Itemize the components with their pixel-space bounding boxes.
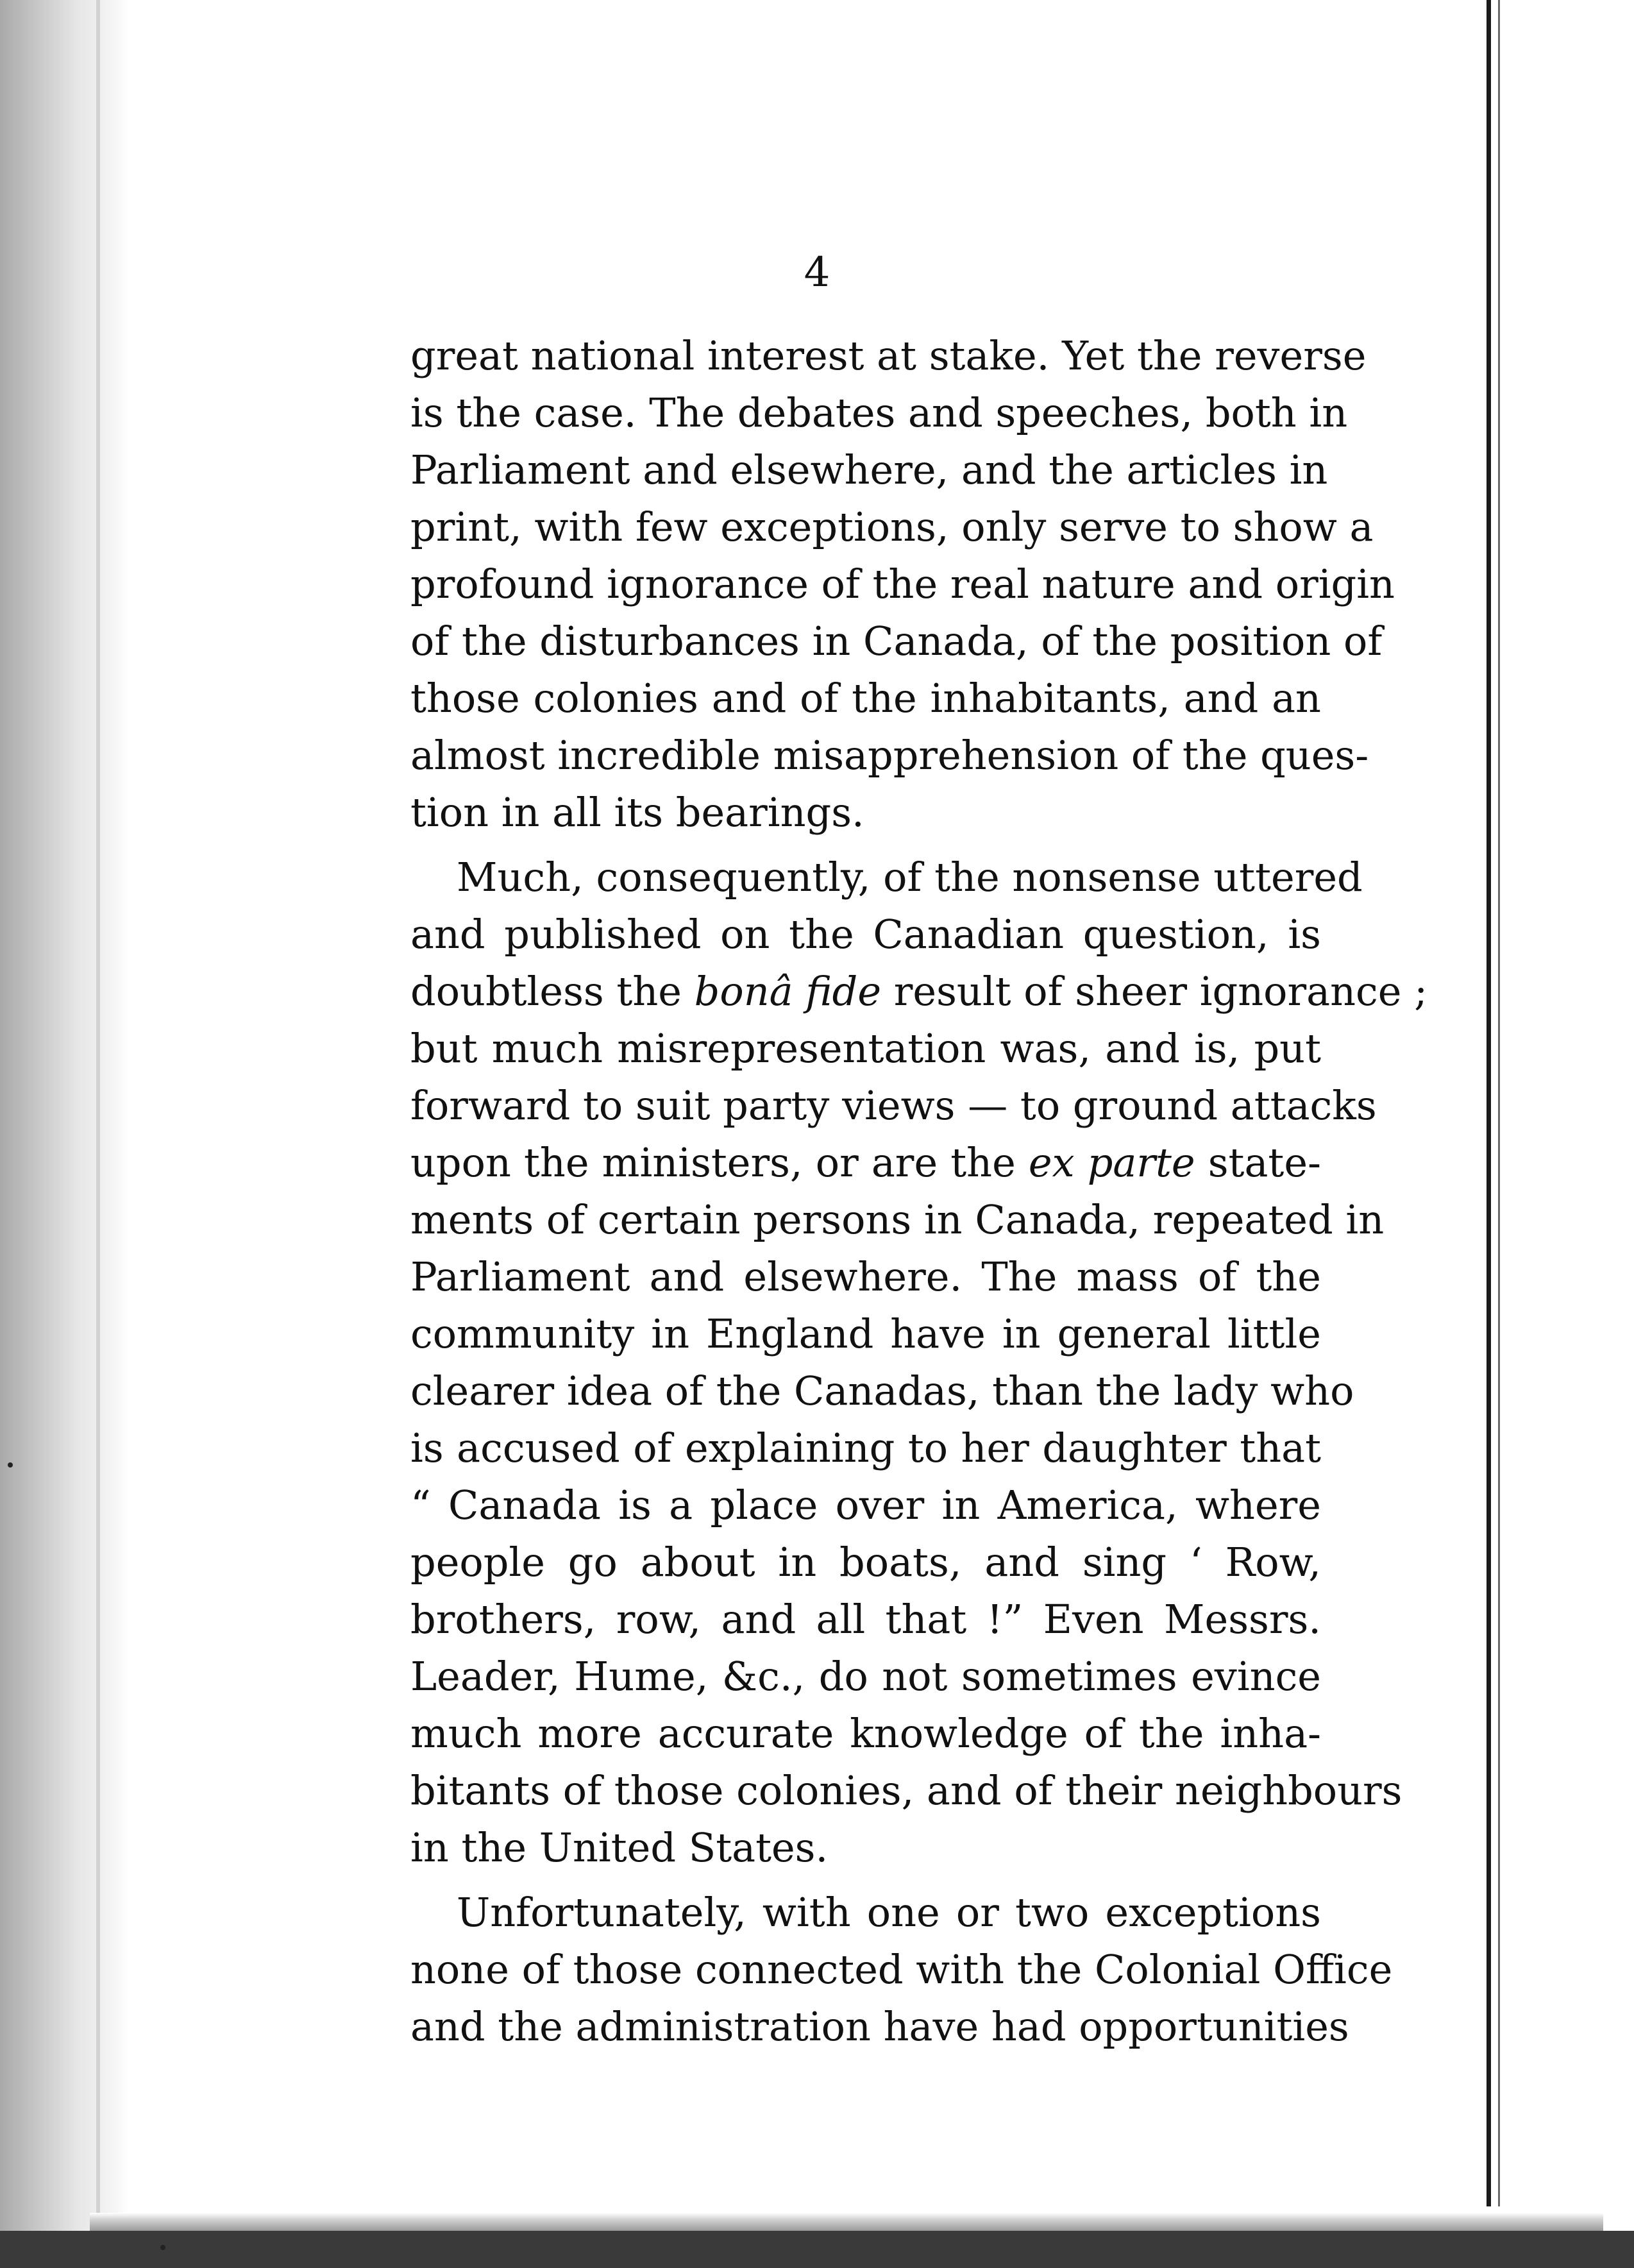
text-run: tion in all its bearings. — [410, 789, 864, 836]
text-line — [410, 906, 1321, 963]
text-run: Parliament and elsewhere. The mass of the — [410, 1253, 1321, 1300]
text-run: doubtless the — [410, 968, 695, 1015]
text-line — [410, 1419, 1321, 1477]
text-run: Parliament and elsewhere, and the articles in — [410, 446, 1328, 493]
paragraph — [410, 327, 1395, 841]
right-edge-rule — [1487, 0, 1491, 2206]
text-run: forward to suit party views — to ground attacks — [410, 1082, 1377, 1129]
paragraph — [410, 849, 1428, 1876]
text-run: clearer idea of the Canadas, than the lady who — [410, 1367, 1354, 1414]
text-run: Unfortunately, with one or two exceptions — [457, 1889, 1321, 1936]
text-run: and published on the Canadian question, is — [410, 911, 1321, 958]
text-run: great national interest at stake. Yet the reverse — [410, 332, 1367, 379]
gutter-line — [96, 0, 100, 2268]
italic-phrase: ex parte — [1028, 1139, 1195, 1186]
text-line — [410, 441, 1328, 498]
text-run: those colonies and of the inhabitants, and an — [410, 675, 1321, 722]
text-line — [410, 555, 1395, 613]
text-run: bitants of those colonies, and of their neighbours — [410, 1767, 1402, 1814]
text-line — [410, 1941, 1393, 1998]
text-run: people go about in boats, and sing ‘ Row, — [410, 1539, 1321, 1586]
text-run: “ Canada is a place over in America, where — [410, 1482, 1321, 1528]
text-run: of the disturbances in Canada, of the position of — [410, 618, 1383, 664]
text-line — [410, 1248, 1321, 1305]
text-run: none of those connected with the Colonial Office — [410, 1946, 1393, 1993]
text-line — [410, 384, 1348, 441]
text-line — [410, 1762, 1402, 1819]
text-run: brothers, row, and all that !” Even Messrs. — [410, 1596, 1321, 1643]
text-line — [410, 1191, 1385, 1248]
text-line — [410, 1305, 1321, 1362]
paragraph-gap — [410, 1876, 1321, 1884]
text-line — [410, 1077, 1377, 1134]
text-line — [410, 670, 1321, 727]
text-run: community in England have in general little — [410, 1310, 1321, 1357]
bottom-page-edge — [90, 2213, 1603, 2231]
text-run: and the administration have had opportunities — [410, 2003, 1349, 2050]
text-line — [410, 849, 1363, 906]
text-line — [410, 784, 1321, 841]
page-gutter-shadow — [0, 0, 128, 2268]
text-run: profound ignorance of the real nature and origin — [410, 561, 1395, 607]
scan-speck — [160, 2245, 165, 2250]
text-run: print, with few exceptions, only serve to show a — [410, 504, 1374, 550]
text-line — [410, 963, 1428, 1020]
text-line — [410, 727, 1369, 784]
text-line — [410, 1648, 1321, 1705]
text-run: ments of certain persons in Canada, repeated in — [410, 1196, 1385, 1243]
text-run: but much misrepresentation was, and is, put — [410, 1025, 1321, 1072]
scan-bed-shadow — [0, 2231, 1634, 2268]
italic-phrase: bonâ fide — [694, 968, 882, 1015]
text-run: upon the ministers, or are the — [410, 1139, 1029, 1186]
paragraph-gap — [410, 841, 1321, 849]
text-line — [410, 1819, 1321, 1876]
scan-speck — [8, 1462, 13, 1468]
text-run: in the United States. — [410, 1824, 829, 1871]
text-run: almost incredible misapprehension of the ques- — [410, 732, 1369, 779]
text-line — [410, 1534, 1321, 1591]
text-line — [410, 1705, 1321, 1762]
text-line — [410, 613, 1383, 670]
text-run: much more accurate knowledge of the inha- — [410, 1710, 1321, 1757]
page-number: 4 — [804, 249, 830, 296]
text-run: is the case. The debates and speeches, both in — [410, 389, 1348, 436]
text-line — [410, 1362, 1354, 1419]
text-line — [410, 498, 1374, 555]
text-line — [410, 1020, 1321, 1077]
text-line — [410, 327, 1367, 384]
text-line — [410, 1591, 1321, 1648]
text-line — [410, 1134, 1321, 1191]
paragraph — [410, 1884, 1393, 2055]
text-run: is accused of explaining to her daughter that — [410, 1425, 1321, 1471]
text-run: Much, consequently, of the nonsense uttered — [457, 854, 1363, 901]
text-run: Leader, Hume, &c., do not sometimes evince — [410, 1653, 1321, 1700]
text-run: state- — [1195, 1139, 1321, 1186]
body-text — [410, 327, 1428, 2055]
text-line — [410, 1998, 1349, 2055]
text-line — [410, 1884, 1321, 1941]
text-run: result of sheer ignorance ; — [881, 968, 1428, 1015]
text-line — [410, 1477, 1321, 1534]
right-edge-rule-thin — [1498, 0, 1500, 2206]
